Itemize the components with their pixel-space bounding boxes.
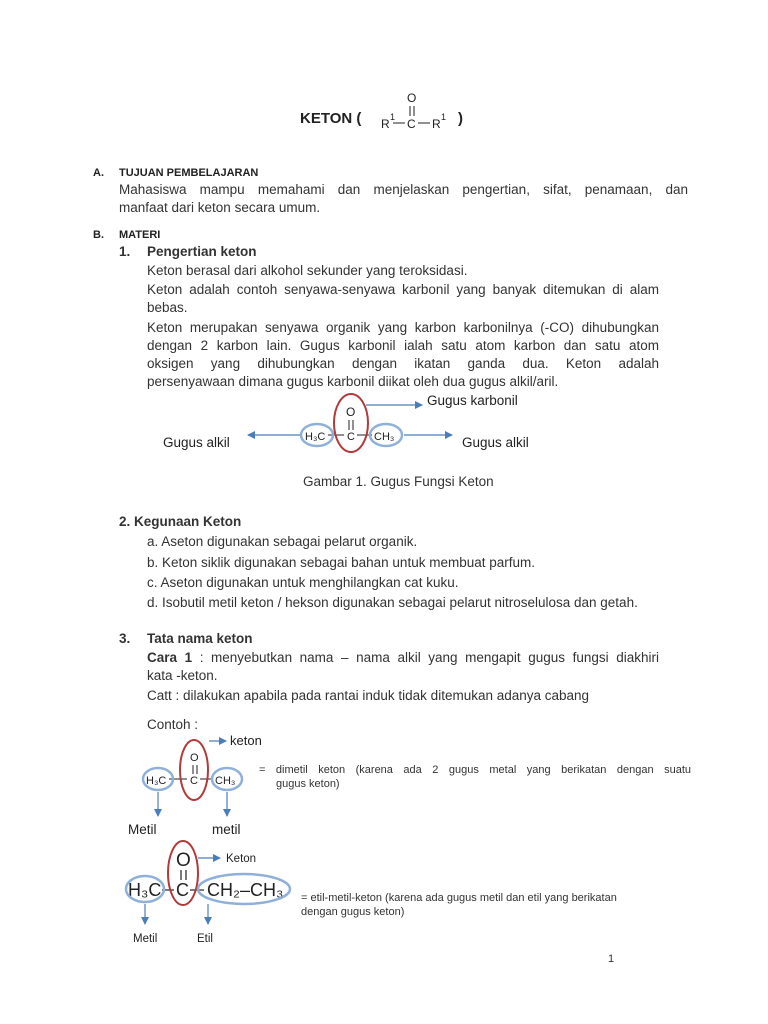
ex2-desc-line-2: dengan gugus keton) xyxy=(301,906,405,918)
ex1-desc-line-1: = dimetil keton (karena ada 2 gugus metal yang berikatan dengan suatu xyxy=(259,764,691,776)
ex1-carbon: C xyxy=(190,775,198,787)
title-formula xyxy=(374,88,466,134)
kegunaan-item-c: c. Aseton digunakan untuk menghilangkan cat kuku. xyxy=(147,575,459,590)
formula-oxygen: O xyxy=(407,91,417,105)
pengertian-line-6: oksigen yang dihubungkan dengan ikatan ganda dua. Keton adalah xyxy=(147,356,659,371)
section-a-letter: A. xyxy=(93,167,104,179)
section-a-line-1: Mahasiswa mampu memahami dan menjelaskan pengertian, sifat, penamaan, dan xyxy=(119,182,688,197)
example1-structure xyxy=(120,728,280,840)
pengertian-line-1: Keton berasal dari alkohol sekunder yang teroksidasi. xyxy=(147,263,468,278)
ex2-label-keton: Keton xyxy=(226,853,257,865)
ex1-label-keton: keton xyxy=(230,733,262,748)
tatanama-cara-line-1 xyxy=(147,650,659,665)
ex1-label-metil-left: Metil xyxy=(128,822,157,837)
ex1-carbonyl-highlight xyxy=(180,740,208,800)
kegunaan-item-d: d. Isobutil metil keton / hekson digunakan sebagai pelarut nitroselulosa dan getah. xyxy=(147,595,638,610)
section-b-letter: B. xyxy=(93,229,104,241)
kegunaan-heading: 2. Kegunaan Keton xyxy=(119,514,242,529)
kegunaan-item-b: b. Keton siklik digunakan sebagai bahan untuk membuat parfum. xyxy=(147,555,535,570)
pengertian-line-4: Keton merupakan senyawa organik yang karbon karbonilnya (-CO) dihubungkan xyxy=(147,320,659,335)
ex2-label-metil: Metil xyxy=(133,933,158,945)
ex1-ch3: CH₃ xyxy=(215,775,236,787)
formula-sup-left: 1 xyxy=(390,112,396,122)
tatanama-heading: Tata nama keton xyxy=(147,631,253,646)
fig1-caption: Gambar 1. Gugus Fungsi Keton xyxy=(303,474,494,489)
pengertian-line-5: dengan 2 karbon lain. Gugus karbonil ialah satu atom karbon dan satu atom xyxy=(147,338,659,353)
fig1-label-alkil-right: Gugus alkil xyxy=(462,435,529,450)
pengertian-number: 1. xyxy=(119,244,131,259)
pengertian-line-7: persenyawaan dimana gugus karbonil diikat oleh dua gugus alkil/aril. xyxy=(147,374,559,389)
section-a-heading: TUJUAN PEMBELAJARAN xyxy=(119,167,259,179)
formula-carbon: C xyxy=(407,117,416,131)
ex2-desc-line-1: = etil-metil-keton (karena ada gugus metil dan etil yang berikatan xyxy=(301,892,617,904)
tatanama-number: 3. xyxy=(119,631,131,646)
tatanama-contoh: Contoh : xyxy=(147,717,199,732)
cara-label: Cara 1 xyxy=(147,650,193,665)
fig1-carbonyl-highlight xyxy=(334,394,368,452)
section-a-line-2: manfaat dari keton secara umum. xyxy=(119,200,321,215)
formula-r-left: R xyxy=(381,117,390,131)
example2-structure xyxy=(120,840,300,950)
pengertian-line-3: bebas. xyxy=(147,300,188,315)
fig1-carbon: C xyxy=(347,431,355,443)
kegunaan-item-a: a. Aseton digunakan sebagai pelarut organik. xyxy=(147,534,418,549)
ex1-label-metil-right: metil xyxy=(212,822,241,837)
pengertian-line-2: Keton adalah contoh senyawa-senyawa karbonil yang banyak ditemukan di alam xyxy=(147,282,659,297)
tatanama-catt: Catt : dilakukan apabila pada rantai induk tidak ditemukan adanya cabang xyxy=(147,688,590,703)
ex1-h3c: H₃C xyxy=(146,775,167,787)
pengertian-heading: Pengertian keton xyxy=(147,244,257,259)
fig1-label-alkil-left: Gugus alkil xyxy=(163,435,230,450)
ex1-desc-line-2: gugus keton) xyxy=(276,778,340,790)
title-suffix: ) xyxy=(458,110,463,127)
fig1-oxygen: O xyxy=(346,405,356,419)
ex2-oxygen: O xyxy=(176,850,191,871)
formula-sup-right: 1 xyxy=(441,112,447,122)
fig1-h3c: H₃C xyxy=(305,431,326,443)
figure-keton-functional-group xyxy=(150,390,570,470)
fig1-label-karbonil: Gugus karbonil xyxy=(427,393,518,408)
ex2-label-etil: Etil xyxy=(197,933,213,945)
ex1-oxygen: O xyxy=(190,752,199,764)
ex2-h3c: H₃C xyxy=(128,880,162,900)
page-title xyxy=(300,110,361,127)
ex2-ch2ch3: CH₂–CH₃ xyxy=(207,880,284,900)
tatanama-cara-line-2: kata -keton. xyxy=(147,668,218,683)
fig1-ch3: CH₃ xyxy=(374,431,395,443)
page-number: 1 xyxy=(608,953,615,965)
cara-text: : menyebutkan nama – nama alkil yang mengapit gugus fungsi diakhiri xyxy=(192,650,659,665)
title-prefix: KETON ( xyxy=(300,110,362,127)
ex2-carbon: C xyxy=(176,880,189,900)
formula-r-right: R xyxy=(432,117,441,131)
section-b-heading: MATERI xyxy=(119,229,161,241)
